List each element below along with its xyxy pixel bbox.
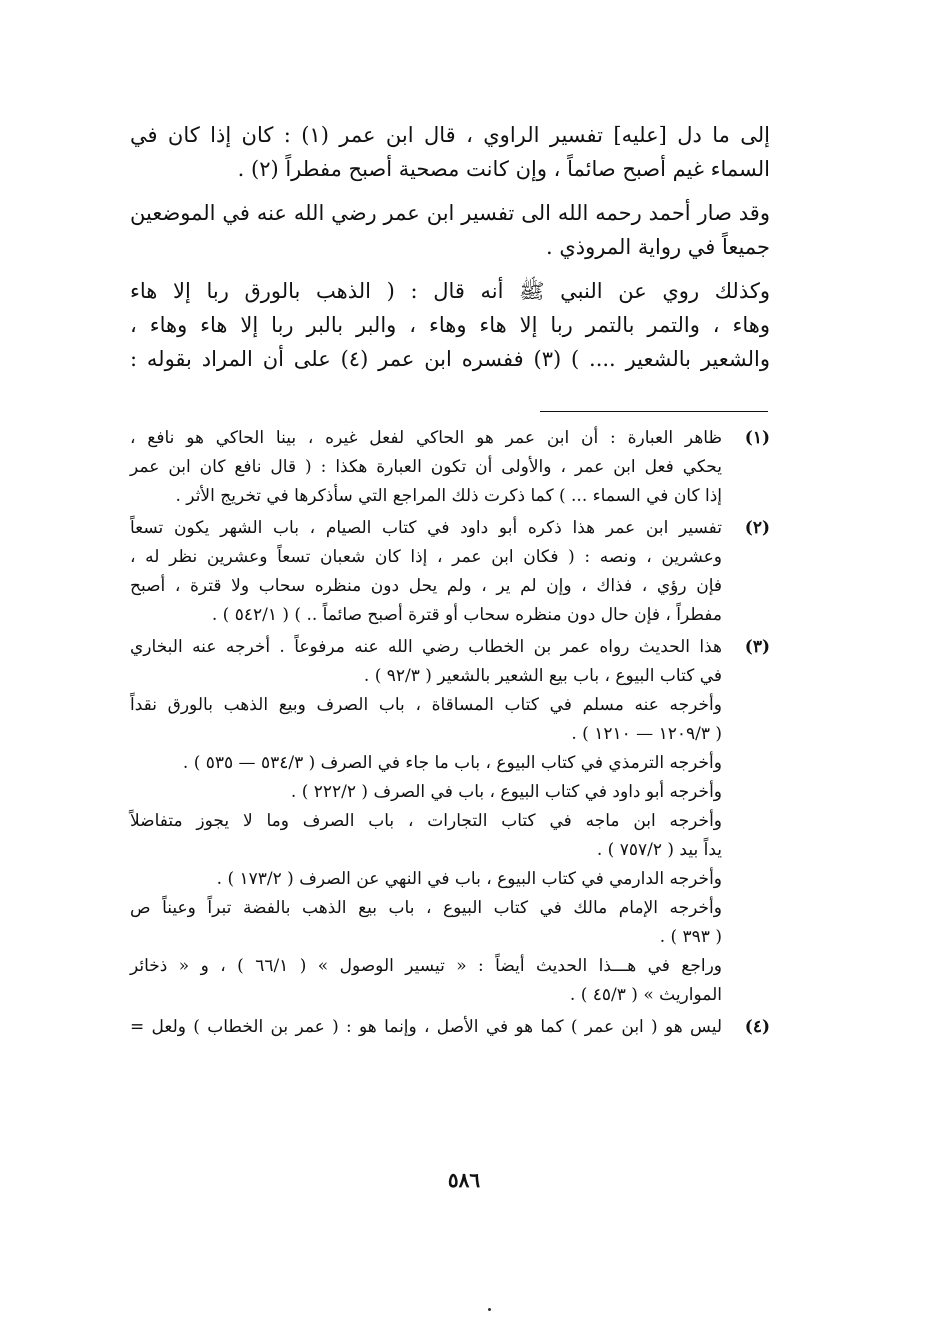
footnote-line: ( ١٢٠٩/٣ — ١٢١٠ ) . (571, 724, 722, 744)
footnote-line: يحكي فعل ابن عمر ، والأولى أن تكون العبارة هكذا : ( قال نافع كان ابن عمر (130, 457, 722, 477)
text-line: وهاء ، والتمر بالتمر ربا إلا هاء وهاء ، والبر بالبر ربا إلا هاء وهاء ، (130, 313, 770, 337)
footnote-number: (١) (744, 428, 770, 448)
footnote-line: هذا الحديث رواه عمر بن الخطاب رضي الله عنه مرفوعاً . أخرجه عنه البخاري (130, 637, 722, 657)
page-number: ٥٨٦ (447, 1168, 481, 1192)
text-line: إلى ما دل [عليه] تفسير الراوي ، قال ابن عمر (١) : كان إذا كان في (130, 123, 771, 147)
footnote (130, 514, 770, 630)
scan-speck (488, 1308, 491, 1311)
text-line: السماء غيم أصبح صائماً ، وإن كانت مصحية أصبح مفطراً (٢) . (237, 157, 770, 181)
footnote-line: المواريث » ( ٤٥/٣ ) . (569, 985, 722, 1005)
footnote-line: وأخرجه الدارمي في كتاب البيوع ، باب في النهي عن الصرف ( ١٧٣/٢ ) . (216, 869, 722, 889)
text-line: جميعاً في رواية المروذي . (545, 235, 770, 259)
footnote-line: فإن رؤي ، فذاك ، وإن لم ير ، ولم يحل دون منظره سحاب ولا قترة ، أصبح (130, 576, 722, 596)
text-line: والشعير بالشعير .... ) (٣) ففسره ابن عمر (٤) على أن المراد بقوله : (130, 347, 770, 371)
footnote-line: يداً بيد ( ٧٥٧/٢ ) . (596, 840, 722, 860)
footnote-line: تفسير ابن عمر هذا ذكره أبو داود في كتاب الصيام ، باب الشهر يكون تسعاً (130, 518, 722, 538)
footnotes (130, 424, 770, 1045)
main-text (130, 118, 770, 376)
footnote-line: ظاهر العبارة : أن ابن عمر هو الحاكي لفعل غيره ، بينا الحاكي هو نافع ، (130, 428, 722, 448)
footnote (130, 424, 770, 511)
footnote-number: (٢) (744, 518, 770, 538)
footnote-line: وأخرجه الإمام مالك في كتاب البيوع ، باب بيع الذهب بالفضة تبراً وعيناً ص (130, 898, 722, 918)
footnote-line: ليس هو ( ابن عمر ) كما هو في الأصل ، وإنما هو : ( عمر بن الخطاب ) ولعل = (130, 1017, 722, 1037)
footnote-line: وأخرجه ابن ماجه في كتاب التجارات ، باب الصرف وما لا يجوز متفاضلاً (130, 811, 722, 831)
footnote-line: ( ٣٩٣ ) . (659, 927, 722, 947)
footnote-line: وعشرين ، ونصه : ( فكان ابن عمر ، إذا كان شعبان تسعاً وعشرين نظر له ، (130, 547, 722, 567)
footnote-line: وأخرجه عنه مسلم في كتاب المساقاة ، باب الصرف وبيع الذهب بالورق نقداً (130, 695, 722, 715)
footnote-line: إذا كان في السماء ... ) كما ذكرت ذلك المراجع التي سأذكرها في تخريج الأثر . (175, 486, 722, 506)
footnote-line: وأخرجه الترمذي في كتاب البيوع ، باب ما جاء في الصرف ( ٥٣٤/٣ — ٥٣٥ ) . (182, 753, 722, 773)
footnote-line: وأخرجه أبو داود في كتاب البيوع ، باب في الصرف ( ٢٢٢/٢ ) . (290, 782, 722, 802)
footnote-separator (540, 411, 768, 412)
footnote (130, 1013, 770, 1042)
footnote (130, 633, 770, 1010)
text-line: وقد صار أحمد رحمه الله الى تفسير ابن عمر رضي الله عنه في الموضعين (130, 201, 770, 225)
text-line: وكذلك روي عن النبي ﷺ أنه قال : ( الذهب بالورق ربا إلا هاء (130, 279, 770, 303)
footnote-number: (٣) (744, 637, 770, 657)
footnote-number: (٤) (744, 1017, 770, 1037)
footnote-line: في كتاب البيوع ، باب بيع الشعير بالشعير ( ٩٢/٣ ) . (363, 666, 722, 686)
footnote-line: مفطراً ، فإن حال دون منظره سحاب أو قترة أصبح صائماً .. ) ( ٥٤٢/١ ) . (211, 605, 722, 625)
footnote-line: وراجع في هـــذا الحديث أيضاً : « تيسير الوصول » ( ٦٦/١ ) ، و « ذخائر (130, 956, 722, 976)
